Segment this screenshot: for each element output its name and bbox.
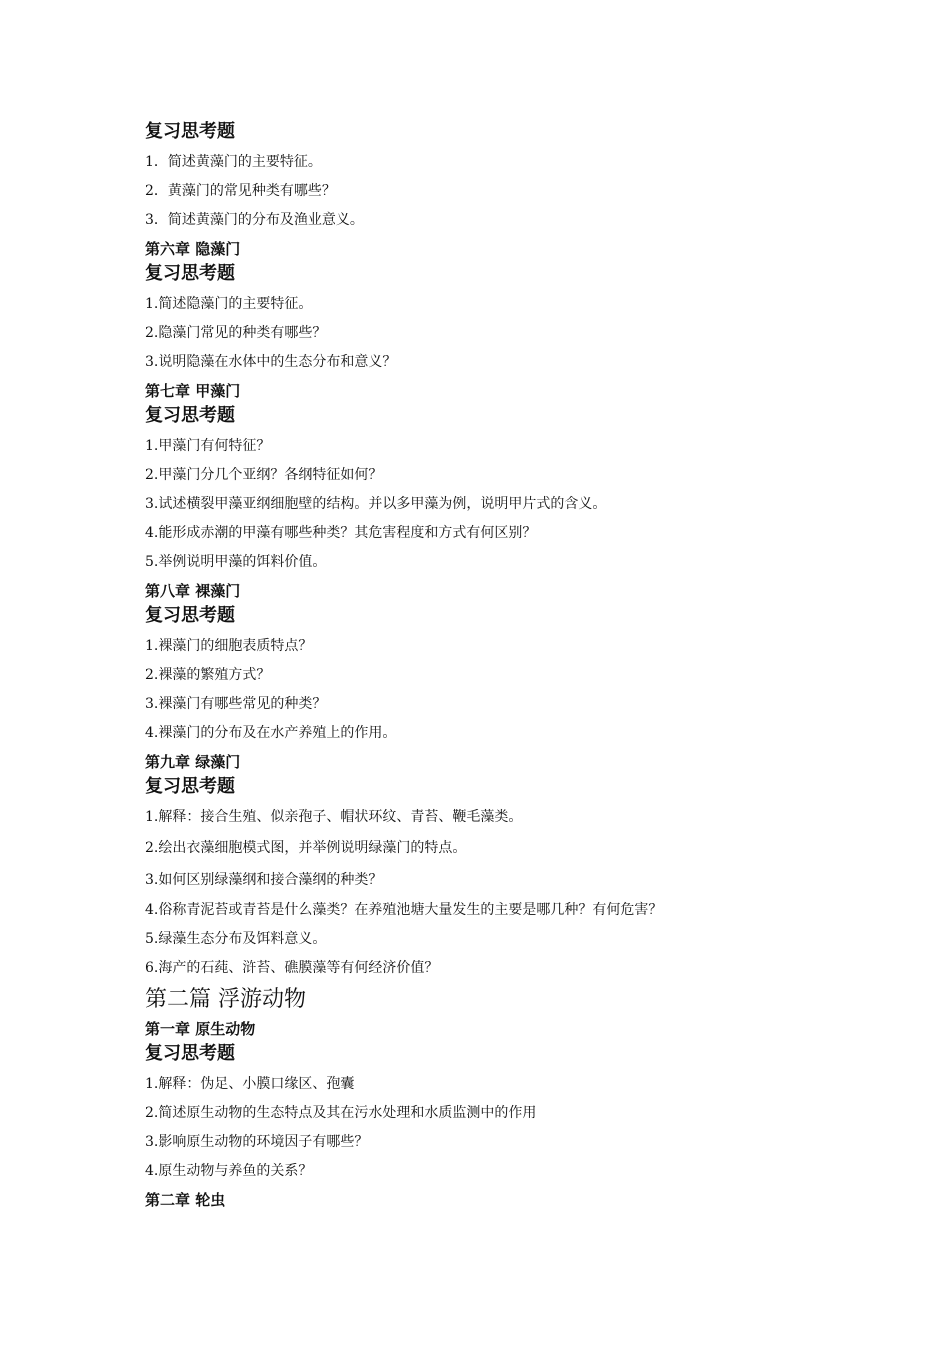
review-heading: 复习思考题	[145, 121, 235, 142]
review-heading: 复习思考题	[145, 1043, 235, 1064]
question: 3.试述横裂甲藻亚纲细胞壁的结构。并以多甲藻为例，说明甲片式的含义。	[145, 496, 607, 512]
question: 1.裸藻门的细胞表质特点？	[145, 638, 313, 654]
question: 2.绘出衣藻细胞模式图，并举例说明绿藻门的特点。	[145, 840, 467, 856]
question: 2.裸藻的繁殖方式？	[145, 667, 271, 683]
question: 2.简述原生动物的生态特点及其在污水处理和水质监测中的作用	[145, 1105, 537, 1121]
question: 1．简述黄藻门的主要特征。	[145, 154, 322, 170]
chapter-heading: 第九章 绿藻门	[145, 753, 241, 771]
review-heading: 复习思考题	[145, 405, 235, 426]
question: 4.俗称青泥苔或青苔是什么藻类？在养殖池塘大量发生的主要是哪几种？有何危害？	[145, 902, 663, 918]
chapter-heading: 第八章 裸藻门	[145, 582, 241, 600]
chapter-heading: 第六章 隐藻门	[145, 240, 241, 258]
question: 4.原生动物与养鱼的关系？	[145, 1163, 313, 1179]
question: 2.隐藻门常见的种类有哪些？	[145, 325, 327, 341]
chapter-heading: 第二章 轮虫	[145, 1191, 226, 1209]
review-heading: 复习思考题	[145, 776, 235, 797]
document-page	[145, 118, 865, 1211]
question: 1.甲藻门有何特征？	[145, 438, 271, 454]
question: 2．黄藻门的常见种类有哪些？	[145, 183, 336, 199]
question: 5.举例说明甲藻的饵料价值。	[145, 554, 327, 570]
review-heading: 复习思考题	[145, 263, 235, 284]
question: 6.海产的石莼、浒苔、礁膜藻等有何经济价值？	[145, 960, 439, 976]
review-heading: 复习思考题	[145, 605, 235, 626]
question: 3.裸藻门有哪些常见的种类？	[145, 696, 327, 712]
question: 1.解释：接合生殖、似亲孢子、帽状环纹、青苔、鞭毛藻类。	[145, 809, 523, 825]
question: 4.裸藻门的分布及在水产养殖上的作用。	[145, 725, 397, 741]
question: 3.如何区别绿藻纲和接合藻纲的种类？	[145, 872, 383, 888]
question: 3.影响原生动物的环境因子有哪些？	[145, 1134, 369, 1150]
question: 4.能形成赤潮的甲藻有哪些种类？其危害程度和方式有何区别？	[145, 525, 537, 541]
question: 1.简述隐藻门的主要特征。	[145, 296, 313, 312]
question: 3．简述黄藻门的分布及渔业意义。	[145, 212, 364, 228]
question: 2.甲藻门分几个亚纲？各纲特征如何？	[145, 467, 383, 483]
question: 3.说明隐藻在水体中的生态分布和意义？	[145, 354, 397, 370]
question: 1.解释：伪足、小膜口缘区、孢囊	[145, 1076, 355, 1092]
chapter-heading: 第七章 甲藻门	[145, 382, 241, 400]
part-heading: 第二篇 浮游动物	[145, 987, 306, 1012]
question: 5.绿藻生态分布及饵料意义。	[145, 931, 327, 947]
chapter-heading: 第一章 原生动物	[145, 1020, 256, 1038]
